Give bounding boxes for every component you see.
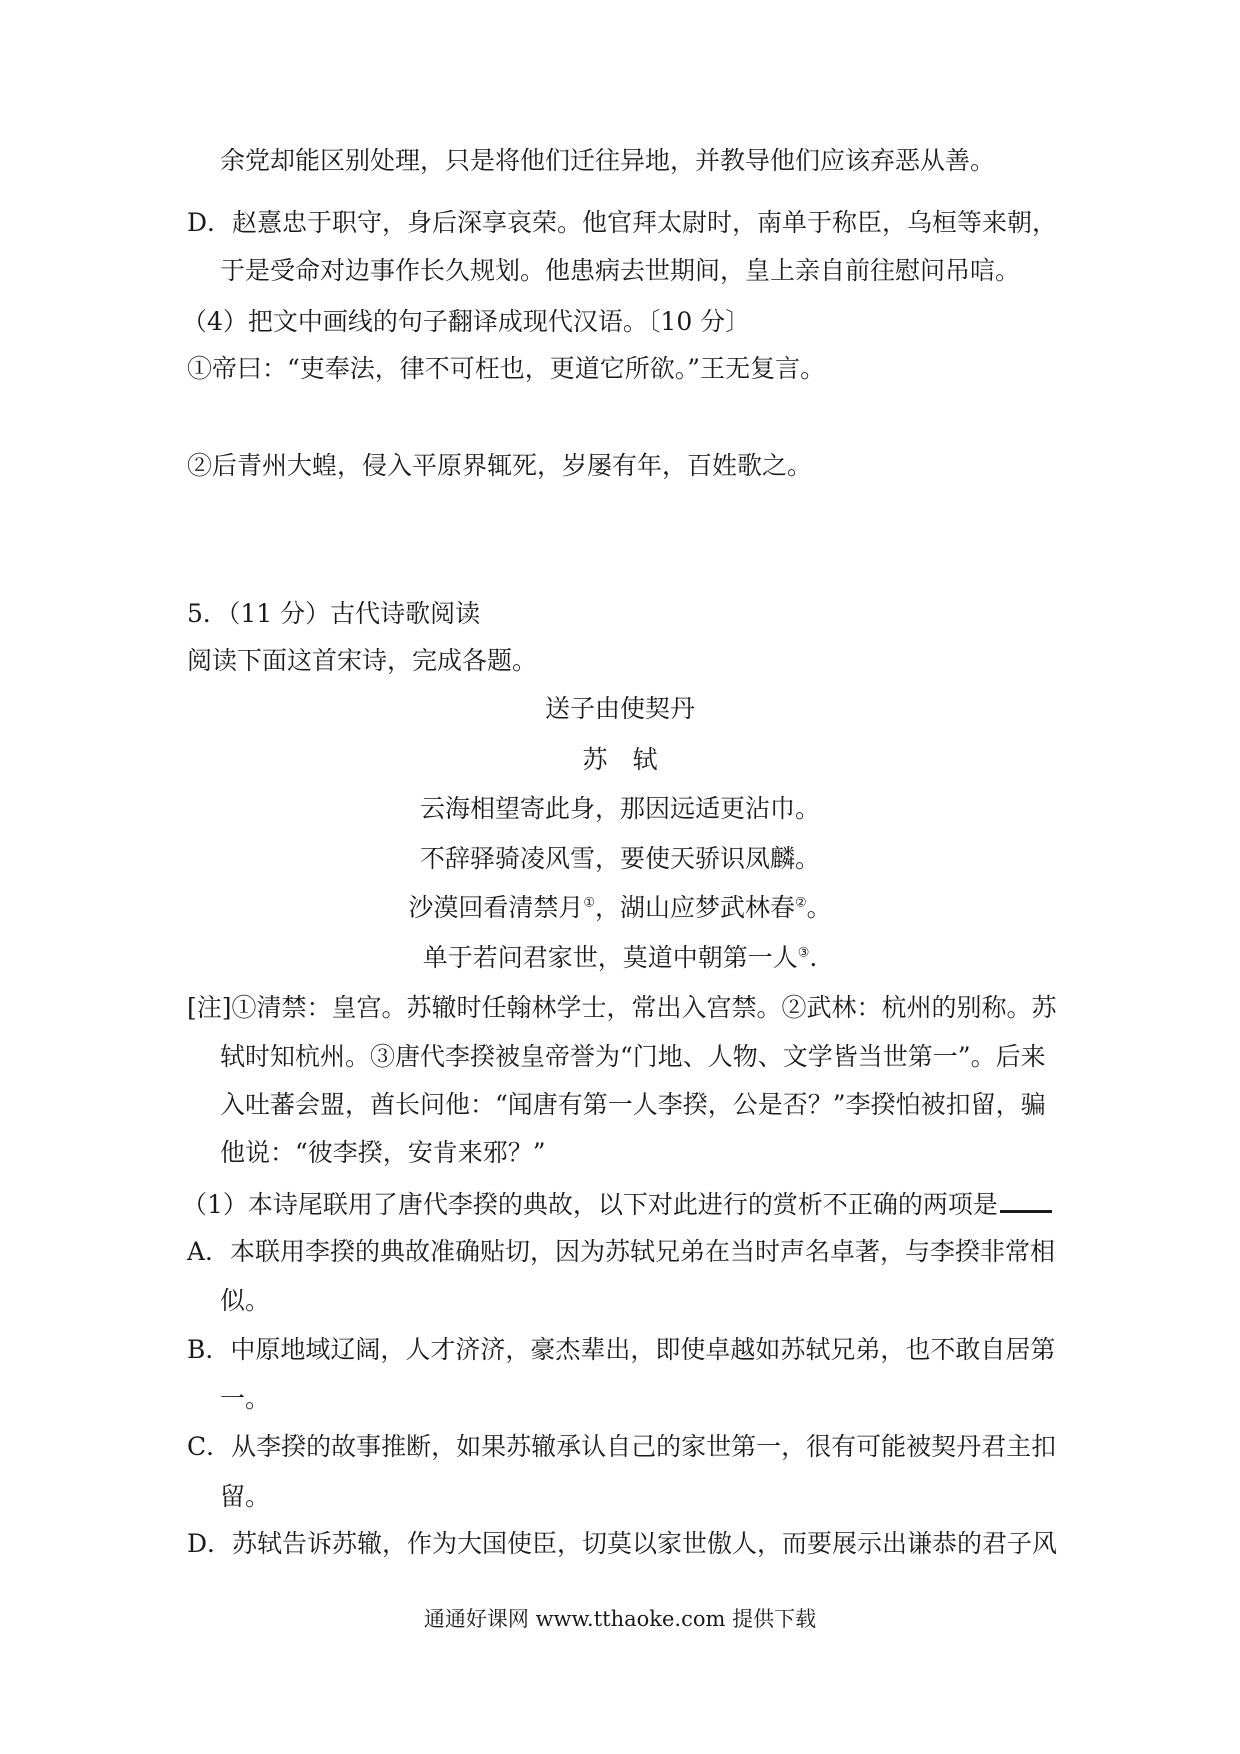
q5-header: 5．（11 分）古代诗歌阅读 bbox=[187, 599, 481, 628]
note-line-3: 入吐蕃会盟，酋长问他：“闻唐有第一人李揆，公是否？”李揆怕被扣留，骗 bbox=[220, 1090, 1046, 1119]
option-a-line-1: A．本联用李揆的典故准确贴切，因为苏轼兄弟在当时声名卓著，与李揆非常相 bbox=[187, 1237, 1056, 1266]
sub1-stem-text: （1）本诗尾联用了唐代李揆的典故，以下对此进行的赏析不正确的两项是 bbox=[182, 1190, 998, 1219]
note-mark-1: ① bbox=[583, 895, 595, 911]
poem-line-3-part-3: 。 bbox=[806, 893, 832, 922]
option-c-line-2: 留。 bbox=[220, 1482, 271, 1511]
poem-line-3-part-1: 沙漠回看清禁月 bbox=[408, 893, 584, 922]
poem-title: 送子由使契丹 bbox=[544, 694, 695, 723]
poem-line-4 bbox=[0, 940, 1240, 976]
note-line-4: 他说：“彼李揆，安肯来邪？” bbox=[220, 1138, 546, 1167]
poem-line-4-part-2: . bbox=[809, 943, 818, 972]
poem-line-4-part-1: 单于若问君家世，莫道中朝第一人 bbox=[422, 943, 798, 972]
poem-author: 苏 轼 bbox=[582, 745, 658, 774]
poem-line-1: 云海相望寄此身，那因远适更沾巾。 bbox=[419, 794, 820, 823]
option-d-line-1-q5: D．苏轼告诉苏辙，作为大国使臣，切莫以家世傲人，而要展示出谦恭的君子风 bbox=[187, 1529, 1058, 1558]
poem-line-3 bbox=[0, 890, 1240, 926]
option-b-line-2: 一。 bbox=[220, 1384, 271, 1413]
option-a-line-2: 似。 bbox=[220, 1286, 271, 1315]
option-d-line-2: 于是受命对边事作长久规划。他患病去世期间，皇上亲自前往慰问吊唁。 bbox=[220, 256, 1021, 285]
sub1-stem bbox=[182, 1184, 1052, 1223]
option-c-line-1: C．从李揆的故事推断，如果苏辙承认自己的家世第一，很有可能被契丹君主扣 bbox=[187, 1432, 1057, 1461]
q4-sentence-1: ①帝曰：“吏奉法，律不可枉也，更道它所欲。”王无复言。 bbox=[187, 354, 826, 383]
note-mark-3: ③ bbox=[797, 945, 810, 961]
poem-line-2: 不辞驿骑凌风雪，要使天骄识凤麟。 bbox=[419, 844, 820, 873]
option-d-line-1: D．赵憙忠于职守，身后深享哀荣。他官拜太尉时，南单于称臣，乌桓等来朝， bbox=[187, 208, 1058, 237]
note-mark-2: ② bbox=[795, 895, 807, 911]
poem-line-3-part-2: ，湖山应梦武林春 bbox=[594, 893, 795, 922]
option-b-line-1: B．中原地域辽阔，人才济济，豪杰辈出，即使卓越如苏轼兄弟，也不敢自居第 bbox=[187, 1335, 1056, 1364]
q5-instruction: 阅读下面这首宋诗，完成各题。 bbox=[187, 646, 538, 675]
note-line-1: [注]①清禁：皇宫。苏辙时任翰林学士，常出入宫禁。②武林：杭州的别称。苏 bbox=[187, 993, 1057, 1022]
footer: 通通好课网 www.tthaoke.com 提供下载 bbox=[423, 1607, 817, 1631]
note-line-2: 轼时知杭州。③唐代李揆被皇帝誉为“门地、人物、文学皆当世第一”。后来 bbox=[220, 1042, 1046, 1071]
answer-blank bbox=[1000, 1184, 1052, 1213]
q4-stem: （4）把文中画线的句子翻译成现代汉语。〔10 分〕 bbox=[182, 307, 751, 336]
option-c-continuation: 余党却能区别处理，只是将他们迁往异地，并教导他们应该弃恶从善。 bbox=[220, 146, 996, 175]
q4-sentence-2: ②后青州大蝗，侵入平原界辄死，岁屡有年，百姓歌之。 bbox=[187, 451, 813, 480]
